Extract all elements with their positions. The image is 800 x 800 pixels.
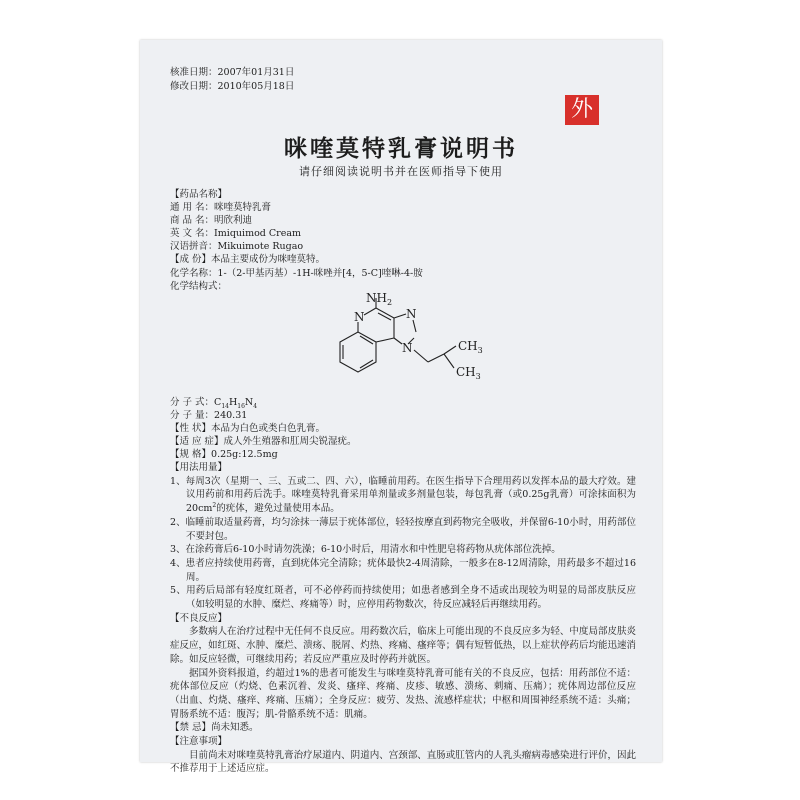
structure-label: 化学结构式： [170, 280, 228, 292]
usage-heading: 【用法用量】 [170, 462, 228, 473]
external-use-badge: 外 [565, 95, 599, 125]
bond [394, 338, 402, 344]
indication: 【适 应 症】成人外生殖器和肛周尖锐湿疣。 [170, 436, 357, 448]
chemical-structure [320, 288, 490, 398]
usage-and-warnings [170, 461, 636, 776]
adverse-heading: 【不良反应】 [170, 612, 228, 624]
usage-item-5: 5、用药后局部有轻度红斑者，可不必停药而持续使用；如患者感到全身不适或出现较为明显的局部皮肤反应（如较明显的水肿、糜烂、疼痛等）时，应停用药物数次，待反应减轻后再继续用药。 [170, 585, 636, 611]
appearance: 【性 状】本品为白色或类白色乳膏。 [170, 423, 326, 435]
methyl-label: $CH_3$ [456, 365, 481, 381]
bond [364, 308, 376, 315]
composition: 【成 份】本品主要成份为咪喹莫特。 [170, 254, 326, 266]
bond [413, 320, 416, 332]
approve-date: 核准日期：2007年01月31日 [170, 67, 295, 78]
molecular-weight: 分 子 量：240.31 [170, 410, 248, 422]
generic-name: 通 用 名：咪喹莫特乳膏 [170, 202, 272, 214]
precautions-paragraph: 目前尚未对咪喹莫特乳膏治疗尿道内、阴道内、宫颈部、直肠或肛管内的人乳头瘤病毒感染进行评价，因此不推荐用于上述适应症。 [170, 749, 636, 775]
usage-item-4: 4、患者应持续使用药膏，直到疣体完全清除；疣体最快2-4周清除，一般多在8-12周清除，用药最多不超过16周。 [170, 557, 636, 583]
chemical-name: 化学名称：1-（2-甲基丙基）-1H-咪唑并[4，5-C]喹啉-4-胺 [170, 267, 423, 279]
document-title: 咪喹莫特乳膏说明书 [284, 136, 518, 162]
adverse-paragraph-1: 多数病人在治疗过程中无任何不良反应。用药数次后，临床上可能出现的不良反应多为轻、中度局部皮肤炎症反应，如红斑、水肿、糜烂、溃疡、脱屑、灼热、疼痛、瘙痒等；偶有短暂低热，以上症状停药后均能迅速消除。如反应轻微，可继续用药；若反应严重应及时停药并就医。 [170, 626, 636, 665]
double-bond [378, 313, 391, 320]
methyl-label: $CH_3$ [458, 339, 483, 355]
pyridine-nitrogen: N [354, 310, 365, 324]
drug-name-heading: 【药品名称】 [170, 189, 228, 200]
precautions-heading: 【注意事项】 [170, 736, 228, 748]
date-block [170, 66, 294, 94]
usage-item-1: 1、每周3次（星期一、三、五或二、四、六），临睡前用药。在医生指导下合理用药以发挥本品的最大疗效。建议用药前和用药后洗手。咪喹莫特乳膏采用单剂量或多剂量包装，每包乳膏（或0.25g乳膏）可涂抹面积为$20cm^2$的疣体，避免过量使用本品。 [170, 475, 636, 515]
document-subtitle: 请仔细阅读说明书并在医师指导下使用 [299, 165, 503, 178]
substituted-nitrogen: N [402, 341, 413, 355]
pinyin-name: 汉语拼音：Mikuimote Rugao [170, 241, 304, 253]
contraindication: 【禁 忌】尚未知悉。 [170, 722, 259, 734]
trade-name: 商 品 名：明欣利迪 [170, 215, 253, 227]
usage-item-2: 2、临睡前取适量药膏，均匀涂抹一薄层于疣体部位，轻轻按摩直到药物完全吸收，并保留6-10小时，用药部位不要封包。 [170, 516, 636, 542]
adverse-paragraph-2: 据国外资料报道，约超过1%的患者可能发生与咪喹莫特乳膏可能有关的不良反应，包括：用药部位不适：疣体部位反应（灼烧、色素沉着、发炎、瘙痒、疼痛、皮疹、敏感、溃疡、刺痛、压痛）；疣体周边部位反应（出血、灼烧、瘙痒、疼痛、压痛）；全身反应：疲劳、发热、流感样症状；中枢和周围神经系统不适：头痛；胃肠系统不适：腹泻；肌-骨骼系统不适：肌痛。 [170, 667, 636, 720]
bond [376, 338, 394, 342]
bond [444, 354, 454, 368]
benzene-ring [340, 332, 376, 372]
molecular-formula: 分 子 式：$C_{14}H_{16}N_4$ [170, 397, 258, 410]
usage-item-3: 3、在涂药膏后6-10小时请勿洗澡；6-10小时后，用清水和中性肥皂将药物从疣体部位洗掉。 [170, 544, 561, 556]
bond [394, 314, 406, 318]
bond [428, 354, 444, 362]
properties-block [170, 396, 650, 461]
specification: 【规 格】0.25g:12.5mg [170, 449, 278, 461]
english-name: 英 文 名：Imiquimod Cream [170, 228, 302, 240]
imidazole-nitrogen: N [406, 307, 417, 321]
revise-date: 修改日期：2010年05月18日 [170, 81, 295, 92]
amine-label: $NH_2$ [366, 291, 393, 307]
bond [444, 346, 456, 354]
drug-info-block [170, 188, 423, 293]
bond [414, 350, 428, 362]
